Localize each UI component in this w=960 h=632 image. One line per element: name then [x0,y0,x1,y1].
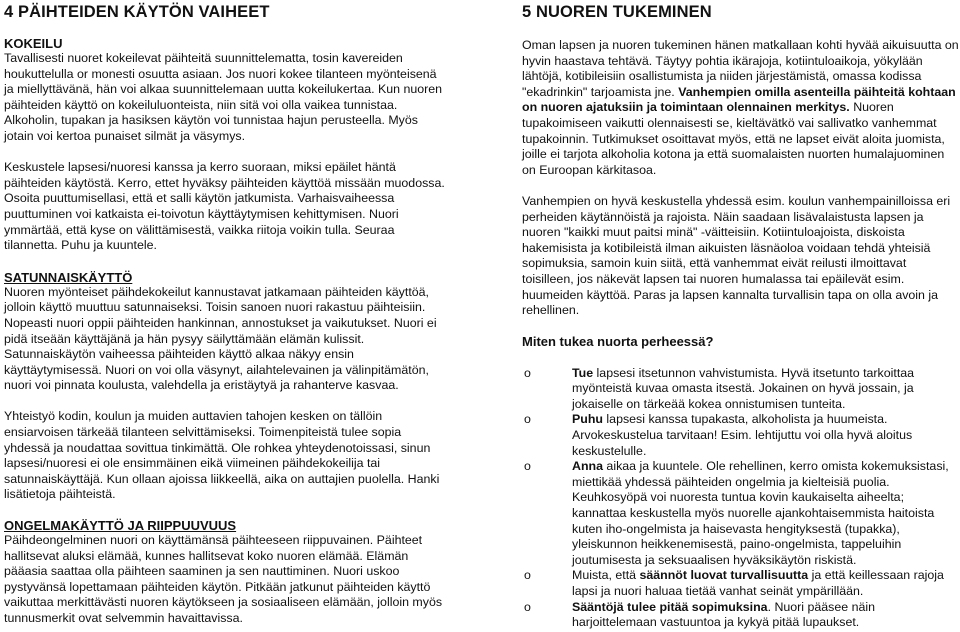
bullet-o: o [524,412,531,427]
satunnais-heading: SATUNNAISKÄYTTÖ [4,269,133,285]
intro-paragraph [522,38,960,178]
section-title-right: 5 NUOREN TUKEMINEN [522,3,712,21]
intro-text-b: Nuoren tupakoimiseen vaikutti olennaisesti se, kieltävätkö vai sallivatko vanhemmat tupakoinnin. Tutkimukset osoittavat myös, että ne lapset eivät aloita juomista, joille ei tarjota alkoholia kotona ja että suomalaisten nuorten humalajuominen on Euroopan kärkitasoa. [522,100,945,177]
item-keyword: Puhu [572,412,603,427]
bullet-o: o [524,459,531,474]
ongelma-text: Päihdeongelminen nuori on käyttämänsä päihteeseen riippuvainen. Päihteet hallitsevat aluksi elämää, kunnes hallitsevat koko nuoren elämää. Elämän pääasia saattaa olla päihteen saaminen ja sen nauttiminen. Nuori uskoo pystyvänsä lopettamaan päihteiden käytön. Pitkään jatkunut päihteiden käyttö vaikuttaa merkittävästi nuoren käytökseen ja sosiaaliseen elämään, jolloin myös tunnusmerkit ovat selvemmin havaittavissa. [4,533,443,625]
kokeilu-heading: KOKEILU [4,36,63,51]
item-keyword: säännöt luovat turvallisuutta [639,568,809,583]
item-text: ja että keillessaan rajoja lapsi ja nuori haluaa tietää vanhat seinät ympärillään. [572,568,944,598]
intro-bold: Vanhempien omilla asenteilla päihteitä kohtaan on nuoren ajatuksiin ja toimintaan olennainen merkitys. [522,84,956,115]
item-keyword: Anna [572,459,603,474]
bullet-o: o [524,599,531,614]
satunnais-advice: Yhteistyö kodin, koulun ja muiden auttavien tahojen kesken on tällöin ensiarvoisen tärkeää tilanteen selvittämiseksi. Toimenpiteistä tulee sopia yhdessä ja noudattaa sovittua tinkimättä. Ole rohkea yhteydenotoissasi, sinun lapsesi/nuoresi ei ole ensimmäinen eikä viimeinen päihdekokeilija tai satunnaiskäyttäjä. Kun ollaan ajoissa liikkeellä, aika on auttajien puolella. Hanki lisätietoja päihteistä. [4,409,440,502]
item-text: lapsesi itsetunnon vahvistumista. Hyvä itsetunto tarkoittaa myönteistä kuvaa omasta itsestä. Jokainen on hyvä jossain, ja jokaiselle on tärkeää kokea onnistumisen tunteita. [572,365,915,411]
list-item [522,568,960,599]
left-column [4,0,448,627]
right-column [522,0,960,631]
item-text: lapsesi kanssa tupakasta, alkoholista ja huumeista. Arvokeskustelua tarvitaan! Esim. lehtijuttu voi olla hyvä aloitus keskustelulle. [572,412,913,458]
bullet-o: o [524,568,531,583]
support-list [522,366,960,631]
item-pre: Muista, että [572,568,640,583]
item-text: aikaa ja kuuntele. Ole rehellinen, kerro omista kokemuksistasi, miettikää yhdessä päihteiden ongelmia ja kielteisiä puolia. Keuhkosyöpä voi nuoresta tuntua kovin kaukaiselta aiheelta; kannattaa keskustella myös nuorelle ajankohtaisemmista haitoista kuten iho-ongelmista ja haisevasta hengityksestä (tupakka), yleiskunnon heikkenemisestä, paino-ongelmista, tappeluihin joutumisesta ja seksuaalisen hyväksikäytön riskistä. [572,459,949,567]
satunnais-text: Nuoren myönteiset päihdekokeilut kannustavat jatkamaan päihteiden käyttöä, jolloin käyttö muuttuu satunnaiseksi. Toisin sanoen nuori rakastuu päihteisiin. Nopeasti nuori oppii päihteiden hankinnan, annostukset ja vaikutukset. Nuori ei pidä itseään käyttäjänä ja hän pysyy säilyttämään elämän kulissit. Satunnaiskäytön vaiheessa päihteiden käyttö alkaa näkyy ensin käyttäytymisessä. Nuori on voi olla väsynyt, ailahtelevainen ja välinpitämätön, nuori voi pinnata koulusta, valehdella ja eristäytyä ja rahanterve kasvaa. [4,284,437,393]
support-subheading: Miten tukea nuorta perheessä? [522,333,714,349]
item-text: . Nuori pääsee näin harjoittelemaan vastuuntoa ja kykyä pitää lupaukset. [572,599,876,630]
kokeilu-text: Tavallisesti nuoret kokeilevat päihteitä suunnittelematta, tosin kavereiden houkuttelulla or monesti osuutta asiaan. Jos nuori kokee tilanteen myönteisenä ja miellyttävänä, hän voi alkaa suunnittelemaan uutta kokeilukertaa. Kun nuoren päihteiden käyttö on kokeiluluonteista, niin sitä voi olla vaikea tunnistaa. Alkoholin, tupakan ja hasiksen käytön voi tunnistaa hajun perusteella. Myös jotain voi kertoa punaiset silmät ja väsymys. [4,51,443,143]
discussion-paragraph: Vanhempien on hyvä keskustella yhdessä esim. koulun vanhempainilloissa eri perheiden käytännöistä ja rajoista. Näin saadaan lisävalaistusta lapsen ja nuoren "kaikki muut paitsi minä" -väitteisiin. Kotiintuloajoista, diskoista hakemisista ja kotibileistä ilman aikuisten läsnäoloa voidaan tehdä yhteisiä sopimuksia, samoin kuin siitä, että vanhemmat eivät reilusti ilmoittavat toisilleen, jos näkevät lapsen tai nuoren humalassa tai epäilevät esim. huumeiden käyttöä. Paras ja lapsen kannalta turvallisin tapa on olla avoin ja rehellinen. [522,193,951,318]
bullet-o: o [524,365,531,380]
list-item [522,600,960,631]
section-title: 4 PÄIHTEIDEN KÄYTÖN VAIHEET [4,3,270,21]
ongelma-heading: ONGELMAKÄYTTÖ JA RIIPPUUVUUS [4,518,237,534]
intro-text-a: Oman lapsen ja nuoren tukeminen hänen matkallaan kohti hyvää aikuisuutta on hyvin haastava tehtävä. Täytyy pohtia ikärajoja, kotiintuloaikoja, yökylään lähtöjä, kotibileisiin osallistumista ja niiden järjestämistä, omassa kodissa "ekadrinkin" tarjoamista jne. [522,38,959,99]
list-item [522,366,960,413]
list-item [522,459,960,568]
kokeilu-advice: Keskustele lapsesi/nuoresi kanssa ja kerro suoraan, miksi epäilet häntä päihteiden käytöstä. Kerro, ettet hyväksy päihteiden käyttöä missään muodossa. Osoita puuttumisellasi, että et salli käytön jatkumista. Varhaisvaiheessa puuttuminen voi katkaista ei-toivotun käyttäytymisen kehittymisen. Nuori ymmärtää, että kyse on välittämisestä, vaikka riitoja voikin tulla. Seuraa tilannetta. Puhu ja kuuntele. [4,160,445,253]
list-item [522,412,960,459]
item-keyword: Tue [572,365,594,380]
item-keyword: Sääntöjä tulee pitää sopimuksina [572,599,768,614]
